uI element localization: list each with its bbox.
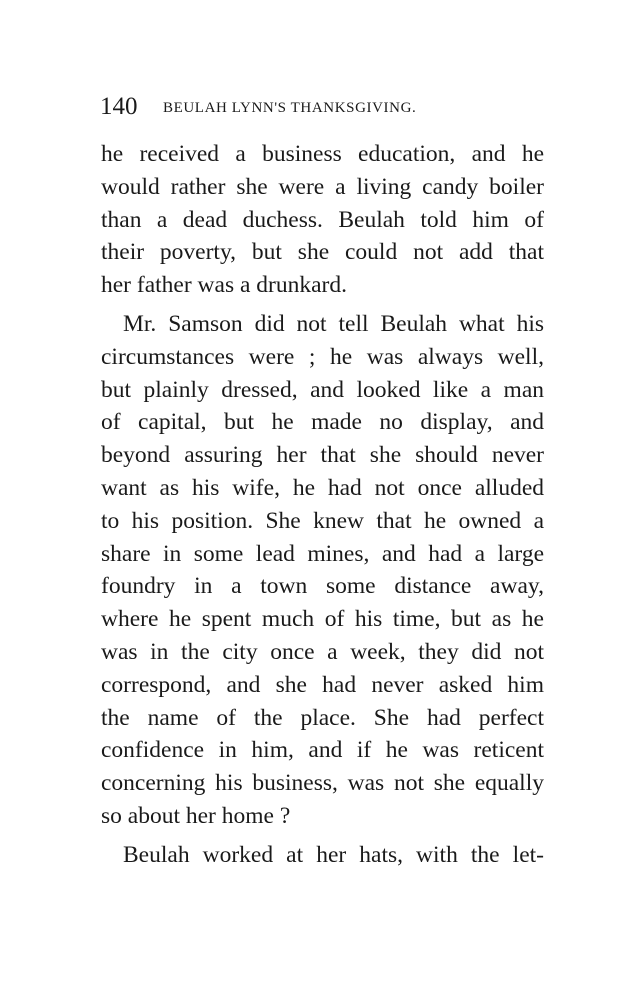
text-line: the name of the place. She had perfect (101, 704, 544, 731)
text-line: but plainly dressed, and looked like a man (101, 376, 544, 403)
text-line: Mr. Samson did not tell Beulah what his (123, 310, 544, 337)
text-line: circumstances were ; he was always well, (101, 343, 544, 370)
text-line: so about her home ? (101, 802, 291, 829)
text-line: would rather she were a living candy boiler (101, 173, 544, 200)
text-line: foundry in a town some distance away, (101, 573, 544, 600)
running-title: BEULAH LYNN'S THANKSGIVING. (163, 100, 417, 116)
text-line: her father was a drunkard. (101, 272, 347, 299)
text-line: was in the city once a week, they did not (101, 638, 544, 665)
text-line: correspond, and she had never asked him (101, 671, 544, 698)
text-line: of capital, but he made no display, and (101, 409, 544, 436)
text-line: beyond assuring her that she should never (101, 442, 544, 469)
text-line: concerning his business, was not she equally (101, 770, 544, 797)
text-line: their poverty, but she could not add that (101, 239, 544, 266)
text-line: he received a business education, and he (101, 141, 544, 167)
page-number: 140 (100, 93, 138, 120)
text-line: where he spent much of his time, but as he (101, 606, 544, 633)
text-line: to his position. She knew that he owned a (101, 507, 544, 534)
page-header (100, 92, 540, 124)
text-line: want as his wife, he had not once alluded (101, 474, 544, 501)
body-text (101, 138, 544, 872)
text-line: share in some lead mines, and had a large (101, 540, 544, 567)
text-line: Beulah worked at her hats, with the let- (123, 841, 544, 868)
text-line: than a dead duchess. Beulah told him of (101, 206, 544, 233)
text-line: confidence in him, and if he was reticent (101, 737, 544, 764)
